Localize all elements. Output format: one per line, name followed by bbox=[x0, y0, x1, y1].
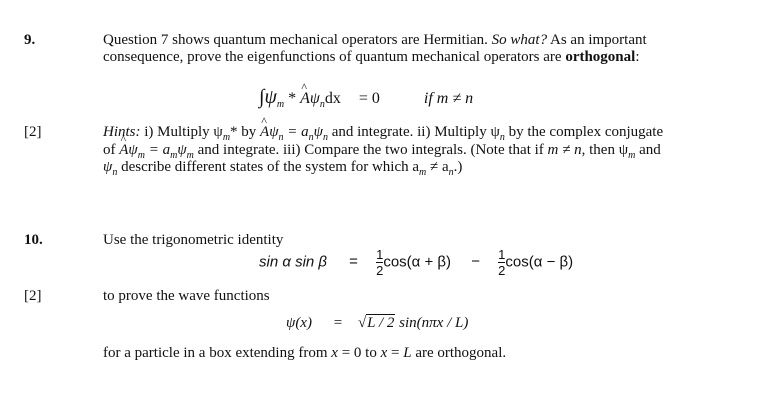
eq-operator: ^ A bbox=[300, 90, 310, 108]
q10-text: = 0 to bbox=[337, 345, 381, 361]
q10-text: are orthogonal. bbox=[411, 345, 507, 361]
eq-condition: if m ≠ n bbox=[423, 90, 474, 107]
wf-sine: sin(nπx / L) bbox=[395, 315, 469, 331]
hints-text: by the complex conjugate bbox=[508, 124, 664, 140]
identity-lhs: sin α sin β bbox=[259, 253, 327, 271]
identity-equals: = bbox=[349, 253, 358, 271]
eq-integral: ∫ψ bbox=[259, 86, 277, 108]
identity-cos-sum: cos(α + β) bbox=[383, 253, 452, 271]
eq-equals-zero: = 0 bbox=[358, 90, 380, 107]
eq-star: * bbox=[284, 90, 301, 107]
wf-equals: = bbox=[333, 315, 343, 331]
hints-text: ≠ a bbox=[430, 159, 449, 175]
wf-sqrt: L / 2 bbox=[367, 315, 395, 331]
eq-psi: ψ bbox=[309, 90, 320, 107]
hints-eq-2: ^ $A\psi_m = a_m\psi_m$ bbox=[119, 142, 194, 158]
hints-text: and integrate. iii) Compare the two integrals. (Note that if bbox=[197, 142, 544, 158]
hints-line-2: of ^ $A\psi_m = a_m\psi_m$ and integrate. iii) Compare the two integrals. (Note that if m ≠ n, then $\psi_m$ and bbox=[103, 142, 661, 161]
q9-text: Question 7 shows quantum mechanical operators are Hermitian. bbox=[103, 32, 488, 48]
q10-text: = bbox=[387, 345, 404, 361]
question-9-marks: [2] bbox=[24, 124, 42, 140]
eq-sub-m: m bbox=[276, 99, 285, 111]
hints-sub: m bbox=[222, 132, 231, 143]
hints-text: and integrate. ii) Multiply ψ bbox=[331, 124, 500, 140]
q9-so-what: So what? bbox=[491, 32, 548, 48]
question-10-line-1: Use the trigonometric identity bbox=[103, 232, 284, 248]
hints-label: Hints: bbox=[103, 124, 141, 140]
question-9-number: 9. bbox=[24, 32, 36, 48]
trig-identity bbox=[259, 248, 573, 277]
hints-text: , then ψ bbox=[581, 142, 629, 158]
eq-dx: dx bbox=[324, 90, 341, 107]
orthogonality-equation bbox=[259, 86, 473, 110]
fraction-half: $\frac{1}{2}$ bbox=[376, 247, 384, 278]
q10-var: x bbox=[331, 345, 338, 361]
identity-minus: − bbox=[471, 253, 480, 271]
identity-cos-diff: cos(α − β) bbox=[505, 253, 574, 271]
sqrt-sign: √ bbox=[357, 315, 367, 331]
hints-line-1: Hints: i) Multiply $\psi_m*$ by ^ $A\psi_n = a_n\psi_n$ and integrate. ii) Multiply $\psi_n$ by the complex conjugate bbox=[103, 124, 663, 143]
q9-text: As an important bbox=[550, 32, 647, 48]
q9-text: consequence, prove the eigenfunctions of quantum mechanical operators are bbox=[103, 49, 562, 65]
q10-text: for a particle in a box extending from bbox=[103, 345, 328, 361]
fraction-half: $\frac{1}{2}$ bbox=[498, 247, 506, 278]
hints-text: .) bbox=[453, 159, 463, 175]
question-10-line-3 bbox=[103, 345, 506, 362]
hints-line-3: $\psi_n$ describe different states of the system for which $a_m \ne a_n$.) bbox=[103, 159, 463, 178]
q9-text: : bbox=[635, 49, 640, 65]
question-10-line-2: to prove the wave functions bbox=[103, 288, 270, 304]
hints-text: and bbox=[639, 142, 661, 158]
q10-var: x bbox=[380, 345, 388, 361]
hints-text: of bbox=[103, 142, 116, 158]
q9-orthogonal: orthogonal bbox=[565, 49, 636, 65]
eq-sub-n: n bbox=[319, 99, 325, 111]
wf-lhs: ψ(x) bbox=[286, 315, 312, 331]
q10-var: L bbox=[403, 345, 412, 361]
wave-function-equation bbox=[286, 314, 468, 332]
hints-eq-1: ^ $A\psi_n = a_n\psi_n$ bbox=[260, 124, 328, 140]
question-9-line-1 bbox=[103, 32, 647, 49]
question-10-marks: [2] bbox=[24, 288, 42, 304]
question-9-line-2 bbox=[103, 49, 640, 66]
hints-text: i) Multiply ψ bbox=[144, 124, 223, 140]
question-10-number: 10. bbox=[24, 232, 43, 248]
hints-text: describe different states of the system for which a bbox=[121, 159, 420, 175]
hints-cond: m ≠ n bbox=[547, 142, 582, 158]
hints-text: * by bbox=[230, 124, 257, 140]
hints-psi: ψ bbox=[103, 159, 113, 175]
